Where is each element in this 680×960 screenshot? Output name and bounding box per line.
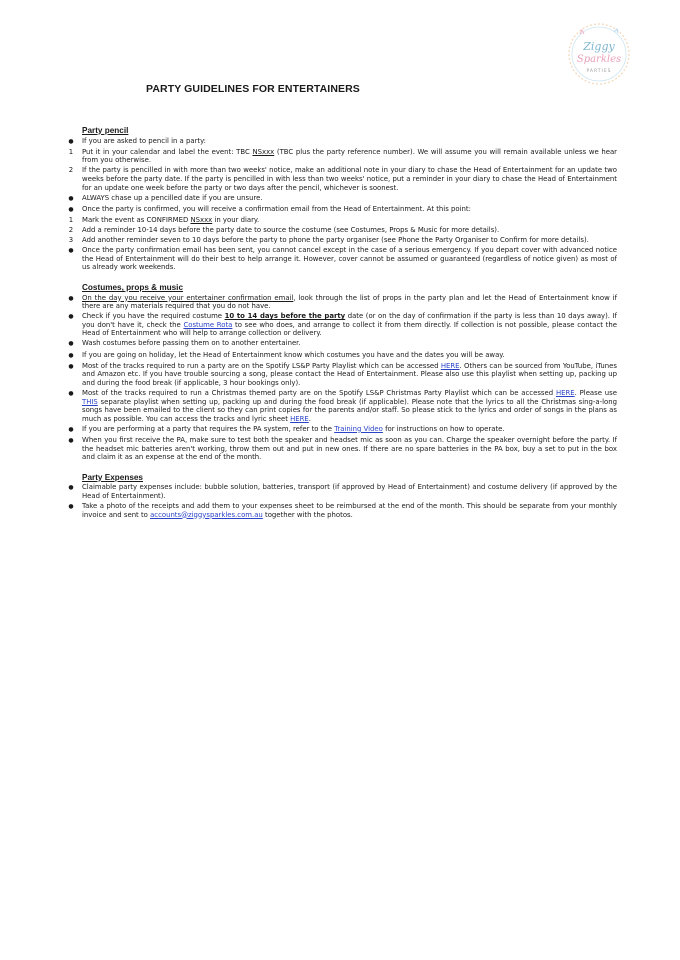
list-number: 1 (68, 215, 74, 224)
text-run: When you first receive the PA, make sure to test both the speaker and headset mic as soon as you can. Charge the speaker overnight before the party. If the headset mic batteries aren't working, throw them out and put in new ones. If there are no spare batteries in the PA box, buy a set to put in the box and claim it as an expense at the end of the month. (82, 435, 617, 462)
item-text (82, 502, 617, 519)
item-text (82, 205, 617, 215)
section (60, 127, 617, 272)
underlined-text: NSxxx (252, 147, 275, 156)
list-item (60, 483, 617, 500)
hyperlink[interactable]: HERE (555, 388, 575, 397)
text-run: , look through the list of props in the party plan and let the Head of Entertainment know if there are any materials required that you do not have. (82, 293, 617, 311)
bullet-icon (60, 351, 82, 361)
bullet-icon (60, 502, 82, 519)
item-text (82, 389, 617, 423)
text-run: Claimable party expenses include: bubble solution, batteries, transport (if approved by Head of Entertainment) and costume delivery (if approved by the Head of Entertainment). (82, 483, 617, 500)
item-text (82, 236, 617, 245)
bullet-icon (60, 312, 82, 338)
bullet-icon (60, 436, 82, 462)
text-run: If you are asked to pencil in a party: (82, 136, 207, 145)
text-run: . Please use (574, 388, 617, 397)
text-run: date (or on the day of confirmation if the party is less than 10 days away). If you don't have it, check the (82, 312, 617, 329)
bullet-icon (60, 389, 82, 423)
item-text (82, 351, 617, 361)
list-item (60, 226, 617, 235)
underlined-text: On the day you receive your entertainer confirmation email (82, 293, 294, 302)
bullet-icon (60, 137, 82, 147)
hyperlink[interactable]: Training Video (334, 424, 383, 433)
item-text (82, 483, 617, 500)
bullet-icon (60, 339, 82, 349)
hyperlink[interactable]: Costume Rota (183, 320, 233, 329)
text-run: Once the party confirmation email has been sent, you cannot cancel except in the case of a serious emergency. If you depart cover with advanced notice the Head of Entertainment will do their best to help arrange it. However, cover cannot be assumed or guaranteed (regardless of notice given) as most of us already work weekends. (82, 246, 617, 272)
svg-text:Sparkles: Sparkles (576, 54, 622, 65)
item-text (82, 148, 617, 165)
list-item (60, 205, 617, 215)
list-item (60, 502, 617, 519)
list-number: 2 (68, 225, 74, 234)
list-item (60, 294, 617, 311)
list-number: 3 (68, 236, 74, 245)
bullet-icon (60, 362, 82, 388)
section (60, 474, 617, 519)
svg-text:PARTIES: PARTIES (586, 69, 612, 74)
text-run: for instructions on how to operate. (382, 424, 505, 433)
item-text (82, 425, 617, 435)
list-item (60, 216, 617, 225)
list-item (60, 351, 617, 361)
section (60, 284, 617, 462)
text-run: Once the party is confirmed, you will receive a confirmation email from the Head of Entertainment. At this point: (82, 204, 471, 213)
text-run: . Others can be sourced from YouTube, iTunes and Amazon etc. If you have trouble sourcing a song, please contact the Head of Entertainment. Please also use this playlist when setting up, packing up and during the food break (if applicable, 3 hour bookings only). (82, 361, 617, 387)
list-item (60, 389, 617, 423)
list-number: 1 (68, 147, 74, 156)
list-item (60, 194, 617, 204)
text-run: Check if you have the required costume (82, 312, 225, 321)
item-text (82, 312, 617, 338)
list-item (60, 236, 617, 245)
text-run: (TBC plus the party reference number). We will assume you will remain available unless we hear from you otherwise. (82, 147, 618, 165)
item-text (82, 226, 617, 235)
section-heading: Costumes, props & music (82, 282, 184, 292)
emphasis-text: 10 to 14 days before the party (224, 312, 346, 321)
text-run: ALWAYS chase up a pencilled date if you are unsure. (82, 193, 263, 202)
text-run: Mark the event as CONFIRMED (82, 215, 191, 224)
hyperlink[interactable]: THIS (82, 397, 98, 406)
bullet-icon (60, 294, 82, 311)
document-body (60, 127, 617, 531)
text-run: Most of the tracks required to run a Christmas themed party are on the Spotify LS&P Christmas Party Playlist which can be accessed (82, 388, 556, 397)
bullet-icon (60, 205, 82, 215)
text-run: together with the photos. (262, 510, 353, 519)
text-run: . (308, 414, 311, 423)
text-run: If the party is pencilled in with more than two weeks' notice, make an additional note in your diary to chase the Head of Entertainment for an update two weeks before the party date. If the party is pencilled in with less than two weeks' notice, put a reminder in your diary to chase the Head of Entertainment for an update one week before the party or two days after the pencil, whichever is soonest. (82, 166, 617, 192)
bullet-icon (60, 483, 82, 500)
text-run: Most of the tracks required to run a party are on the Spotify LS&P Party Playlist which can be accessed (82, 361, 441, 370)
list-item (60, 137, 617, 147)
item-text (82, 216, 617, 225)
text-run: If you are performing at a party that requires the PA system, refer to the (82, 424, 335, 433)
list-item (60, 148, 617, 165)
hyperlink[interactable]: HERE (290, 414, 309, 423)
item-text (82, 137, 617, 147)
text-run: Put it in your calendar and label the event: TBC (82, 147, 253, 156)
text-run: in your diary. (212, 215, 260, 224)
item-text (82, 246, 617, 272)
bullet-icon (60, 194, 82, 204)
list-item (60, 436, 617, 462)
hyperlink[interactable]: HERE (440, 361, 460, 370)
svg-text:Ziggy: Ziggy (583, 40, 615, 53)
list-item (60, 312, 617, 338)
list-item (60, 246, 617, 272)
section-heading: Party Expenses (82, 472, 143, 482)
item-text (82, 436, 617, 462)
text-run: Take a photo of the receipts and add them to your expenses sheet to be reimbursed at the end of the month. This should be separate from your monthly invoice and sent to (82, 501, 617, 519)
text-run: separate playlist when setting up, packing up and during the food break (if applicable). Please note that the lyrics to all the Christmas sing-a-long songs have been emailed to the client so they can print copies for the parents and/or staff. So please stick to the lyrics and order of songs in the plans as much as possible. You can access the tracks and lyric sheet (82, 397, 617, 423)
hyperlink[interactable]: accounts@ziggysparkles.com.au (150, 510, 263, 519)
item-text (82, 362, 617, 388)
text-run: Wash costumes before passing them on to another entertainer. (82, 339, 301, 348)
document-title: PARTY GUIDELINES FOR ENTERTAINERS (146, 83, 360, 95)
underlined-text: NSxxx (190, 215, 213, 224)
section-heading: Party pencil (82, 126, 129, 135)
bullet-icon (60, 246, 82, 272)
list-item (60, 339, 617, 349)
text-run: If you are going on holiday, let the Head of Entertainment know which costumes you have and the dates you will be away. (82, 350, 505, 359)
list-item (60, 425, 617, 435)
list-item (60, 362, 617, 388)
item-text (82, 194, 617, 204)
bullet-icon (60, 425, 82, 435)
company-logo (558, 22, 640, 86)
item-text (82, 294, 617, 311)
item-text (82, 339, 617, 349)
text-run: Add a reminder 10-14 days before the party date to source the costume (see Costumes, Props & Music for more details). (82, 225, 500, 234)
list-number: 2 (68, 166, 74, 175)
text-run: to see who does, and arrange to collect it from them directly. If collection is not possible, please contact the Head of Entertainment who will help to arrange collection or delivery. (82, 320, 617, 338)
list-item (60, 166, 617, 192)
text-run: Add another reminder seven to 10 days before the party to phone the party organiser (see Phone the Party Organiser to Confirm for more details). (82, 236, 589, 245)
item-text (82, 166, 617, 192)
